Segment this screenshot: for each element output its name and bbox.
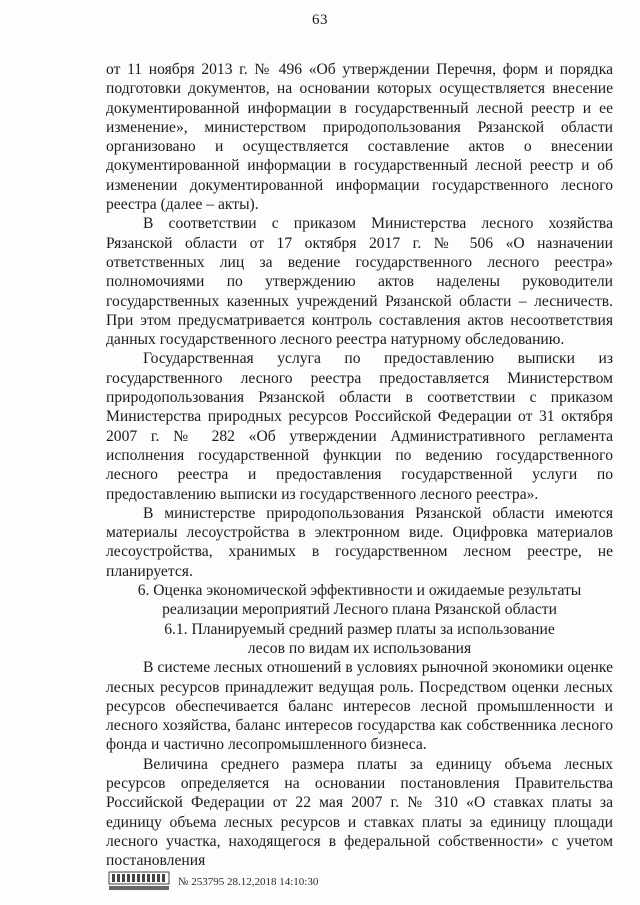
paragraph-digitization: В министерстве природопользования Рязанской области имеются материалы лесоустройства в электронном виде. Оцифровка материалов лесоустройства, хранимых в государственном лесном реестре, не планируется. xyxy=(106,504,613,580)
section-6-heading-line-1: 6. Оценка экономической эффективности и ожидаемые результаты xyxy=(137,582,582,600)
section-6-heading-line-2: реализации мероприятий Лесного плана Рязанской области xyxy=(162,601,557,619)
paragraph-continuation: от 11 ноября 2013 г. № 496 «Об утверждении Перечня, форм и порядка подготовки документов, на основании которых осуществляется внесение документированной информации в государственный лесной реестр и ее изменение», министерством природопользования Рязанской области организовано и осуществляется составление актов о внесении документированной информации в государственный лесной реестр и об изменении документированной информации государственного лесного реестра (далее – акты). xyxy=(106,61,613,214)
page-number: 63 xyxy=(312,12,328,28)
footer xyxy=(108,868,318,895)
document-id: № 253795 28.12,2018 14:10:30 xyxy=(178,875,319,888)
paragraph-state-service: Государственная услуга по предоставлению выписки из государственного лесного реестра предоставляется Министерством природопользования Рязанской области в соответствии с приказом Министерства природных ресурсов Российской Федерации от 31 октября 2007 г. № 282 «Об утверждении Административного регламента исполнения государственной функции по ведению государственного лесного реестра и предоставления государственной услуги по предоставлению выписки из государственного лесного реестра». xyxy=(106,350,613,503)
stamp-logo-icon xyxy=(108,868,170,895)
paragraph-average-fee: Величина среднего размера платы за единицу объема лесных ресурсов определяется на основании постановления Правительства Российской Федерации от 22 мая 2007 г. № 310 «О ставках платы за единицу объема лесных ресурсов и ставках платы за единицу площади лесного участка, находящегося в федеральной собственности» с учетом постановления xyxy=(106,755,613,870)
paragraph-order-506: В соответствии с приказом Министерства лесного хозяйства Рязанской области от 17 октября 2017 г. № 506 «О назначении ответственных лиц за ведение государственного лесного реестра» полномочиями по утверждению актов наделены руководители государственных казенных учреждений Рязанской области – лесничеств. При этом предусматривается контроль составления актов несоответствия данных государственного лесного реестра натурному обследованию. xyxy=(106,215,613,349)
paragraph-forest-resources: В системе лесных отношений в условиях рыночной экономики оценке лесных ресурсов принадлежит ведущая роль. Посредством оценки лесных ресурсов обеспечивается баланс интересов лесной промышленности и лесного хозяйства, баланс интересов государства как собственника лесного фонда и частично лесопромышленного бизнеса. xyxy=(106,659,613,754)
document-body xyxy=(106,60,613,870)
section-6-1-heading-line-1: 6.1. Планируемый средний размер платы за использование xyxy=(164,620,555,638)
section-6-1-heading-line-2: лесов по видам их использования xyxy=(247,639,472,657)
